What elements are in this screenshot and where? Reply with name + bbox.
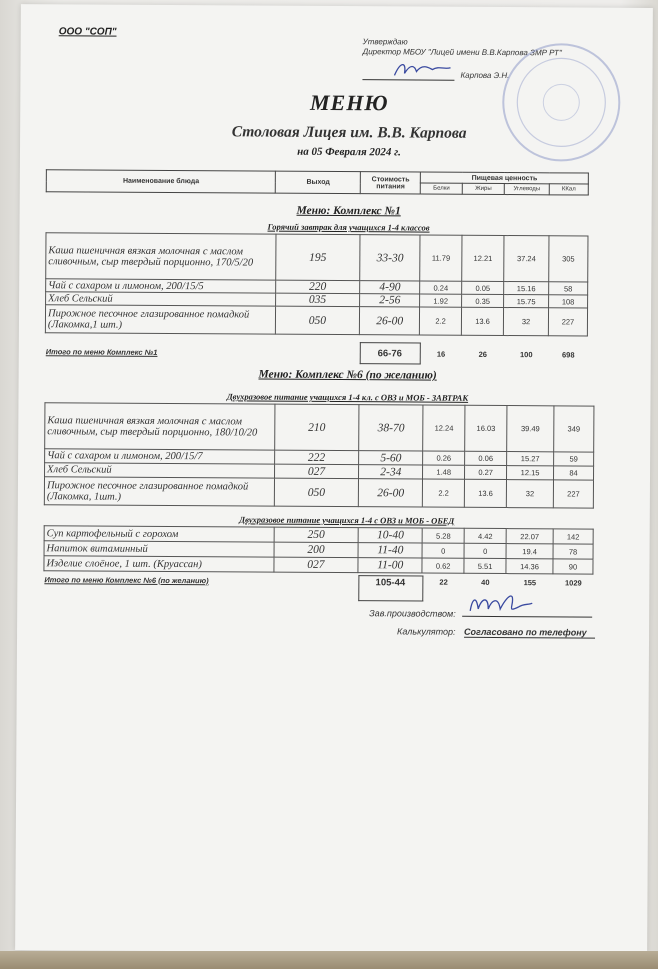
director-name: Карпова Э.Н. <box>460 70 510 81</box>
dish-carbs: 39.49 <box>507 406 554 452</box>
canteen-name: Столовая Лицея им. В.В. Карпова <box>231 123 467 142</box>
menu6-lunch-title: Двухразовое питание учащихся 1-4 с ОВЗ и МОБ - ОБЕД <box>239 514 455 526</box>
column-header-table <box>46 169 589 195</box>
dish-output: 035 <box>275 293 360 307</box>
dish-carbs: 15.16 <box>504 282 549 295</box>
dish-output: 050 <box>275 306 360 335</box>
dish-fat: 0 <box>464 543 506 558</box>
dish-carbs: 15.27 <box>507 452 554 466</box>
signature-underline <box>362 67 454 81</box>
dish-kcal: 108 <box>549 295 588 308</box>
header-protein: Белки <box>420 183 462 194</box>
dish-price: 38-70 <box>359 405 423 451</box>
dish-protein: 1.48 <box>423 465 465 479</box>
header-name: Наименование блюда <box>46 170 276 193</box>
dish-kcal: 142 <box>553 529 593 544</box>
dish-name: Хлеб Сельский <box>46 292 276 306</box>
dish-protein: 0.26 <box>423 451 465 465</box>
dish-output: 050 <box>274 478 359 507</box>
dish-output: 222 <box>274 450 359 465</box>
dish-carbs: 37.24 <box>504 236 549 282</box>
menu-document <box>15 4 653 954</box>
dish-name: Пирожное песочное глазированное помадкой (Лакомка, 1шт.) <box>44 477 274 506</box>
menu-date: на 05 Февраля 2024 г. <box>297 145 401 159</box>
dish-name: Каша пшеничная вязкая молочная с маслом сливочным, сыр твердый порционно, 170/5/20 <box>46 233 276 280</box>
menu1-title: Меню: Комплекс №1 <box>296 204 401 218</box>
menu6-title: Меню: Комплекс №6 (по желанию) <box>258 368 437 382</box>
header-nutrition: Пищевая ценность <box>421 172 589 184</box>
dish-price: 5-60 <box>359 451 423 465</box>
dish-protein: 5.28 <box>422 528 464 543</box>
dish-name: Пирожное песочное глазированное помадкой (Лакомка,1 шт.) <box>45 305 275 334</box>
dish-fat: 13.6 <box>464 479 506 507</box>
menu6-total-carbs: 155 <box>523 577 537 587</box>
director-signature-icon <box>392 57 452 81</box>
dish-carbs: 14.36 <box>506 559 553 574</box>
dish-price: 2-34 <box>359 465 423 479</box>
dish-kcal: 58 <box>549 282 588 295</box>
approve-label: Утверждаю <box>362 37 408 47</box>
dish-price: 33-30 <box>360 235 420 281</box>
header-price: Стоимость питания <box>361 172 421 194</box>
table-row <box>44 556 593 574</box>
dish-fat: 0.05 <box>462 281 504 294</box>
dish-name: Хлеб Сельский <box>45 463 275 478</box>
dish-kcal: 78 <box>553 544 593 559</box>
menu1-total-kcal: 698 <box>561 349 575 359</box>
dish-protein: 2.2 <box>420 307 462 335</box>
dish-name: Каша пшеничная вязкая молочная с маслом сливочным, сыр твердый порционно, 180/10/20 <box>45 403 275 450</box>
dish-protein: 0 <box>422 543 464 558</box>
dish-output: 250 <box>274 527 359 543</box>
dish-kcal: 90 <box>553 559 593 574</box>
production-manager-row <box>369 604 592 619</box>
dish-kcal: 349 <box>554 406 594 452</box>
dish-carbs: 32 <box>503 308 548 336</box>
dish-name: Чай с сахаром и лимоном, 200/15/7 <box>45 449 275 464</box>
dish-fat: 0.06 <box>465 451 507 465</box>
dish-carbs: 12.15 <box>507 466 554 480</box>
production-signature-icon <box>466 591 536 617</box>
dish-protein: 11.79 <box>420 235 462 281</box>
production-signature-line <box>462 605 592 618</box>
calculator-label: Калькулятор: <box>397 626 456 637</box>
table-row <box>45 403 594 452</box>
menu1-total-protein: 16 <box>436 349 446 359</box>
dish-output: 195 <box>275 234 360 281</box>
dish-fat: 16.03 <box>465 405 507 451</box>
header-kcal: ККал <box>549 184 588 195</box>
dish-kcal: 84 <box>554 466 594 480</box>
dish-output: 210 <box>274 404 359 451</box>
dish-protein: 1.92 <box>420 294 462 307</box>
dish-name: Изделие слоёное, 1 шт. (Круассан) <box>44 556 274 572</box>
table-row <box>46 233 588 282</box>
table-row <box>44 477 593 508</box>
dish-name: Напиток витаминный <box>44 541 274 557</box>
menu6-total-price: 105-44 <box>358 576 422 601</box>
menu6-total-kcal: 1029 <box>565 577 582 588</box>
menu1-total-carbs: 100 <box>519 349 533 359</box>
dish-price: 2-56 <box>360 294 420 307</box>
dish-protein: 12.24 <box>423 405 465 451</box>
table-edge <box>0 951 658 969</box>
dish-protein: 0.24 <box>420 281 462 294</box>
dish-carbs: 22.07 <box>506 529 553 544</box>
menu6-total-fat: 40 <box>481 577 490 587</box>
dish-price: 11-40 <box>358 543 422 558</box>
header-fat: Жиры <box>462 183 504 194</box>
dish-price: 10-40 <box>358 528 422 543</box>
menu1-table <box>45 232 589 336</box>
header-carbs: Углеводы <box>504 184 549 195</box>
menu1-subtitle: Горячий завтрак для учащихся 1-4 классов <box>267 221 430 233</box>
dish-price: 4-90 <box>360 281 420 294</box>
dish-protein: 2.2 <box>423 479 465 507</box>
dish-name: Суп картофельный с горохом <box>44 526 274 542</box>
dish-kcal: 59 <box>554 452 594 466</box>
dish-kcal: 305 <box>549 236 588 282</box>
dish-price: 26-00 <box>359 479 423 507</box>
dish-output: 220 <box>275 280 360 294</box>
dish-fat: 0.27 <box>465 465 507 479</box>
dish-kcal: 227 <box>548 308 587 336</box>
dish-name: Чай с сахаром и лимоном, 200/15/5 <box>46 279 276 293</box>
menu6-lunch-table <box>43 525 593 574</box>
dish-output: 200 <box>274 542 359 558</box>
organization-name: ООО "СОП" <box>58 26 117 38</box>
dish-fat: 0.35 <box>462 294 504 307</box>
menu1-total-row <box>45 340 588 365</box>
menu1-total-fat: 26 <box>478 349 487 359</box>
production-label: Зав.производством: <box>369 608 456 619</box>
page-title: МЕНЮ <box>309 89 389 116</box>
table-row <box>45 305 587 336</box>
dish-fat: 4.42 <box>464 528 506 543</box>
dish-output: 027 <box>274 464 359 479</box>
dish-carbs: 15.75 <box>504 295 549 308</box>
dish-price: 11-00 <box>358 558 422 573</box>
dish-kcal: 227 <box>553 480 593 508</box>
dish-fat: 12.21 <box>462 235 504 281</box>
dish-fat: 5.51 <box>464 558 506 573</box>
menu6-total-protein: 22 <box>439 577 448 587</box>
dish-fat: 13.6 <box>462 307 504 335</box>
dish-output: 027 <box>273 557 358 573</box>
menu6-breakfast-title: Двухразовое питание учащихся 1-4 кл. с ОВЗ и МОБ - ЗАВТРАК <box>226 391 469 403</box>
calculator-row <box>397 626 595 638</box>
menu1-total-price: 66-76 <box>360 343 420 364</box>
menu6-breakfast-table <box>44 402 595 508</box>
dish-price: 26-00 <box>360 307 420 335</box>
dish-carbs: 32 <box>506 480 553 508</box>
menu6-total-label: Итого по меню Комплекс №6 (по желанию) <box>44 574 209 585</box>
calculator-value: Согласовано по телефону <box>464 627 595 639</box>
menu1-total-label: Итого по меню Комплекс №1 <box>45 346 158 357</box>
header-output: Выход <box>276 171 361 194</box>
dish-carbs: 19.4 <box>506 544 553 559</box>
dish-protein: 0.62 <box>422 558 464 573</box>
approve-position: Директор МБОУ "Лицей имени В.В.Карпова ЗМР РТ" <box>362 47 562 58</box>
